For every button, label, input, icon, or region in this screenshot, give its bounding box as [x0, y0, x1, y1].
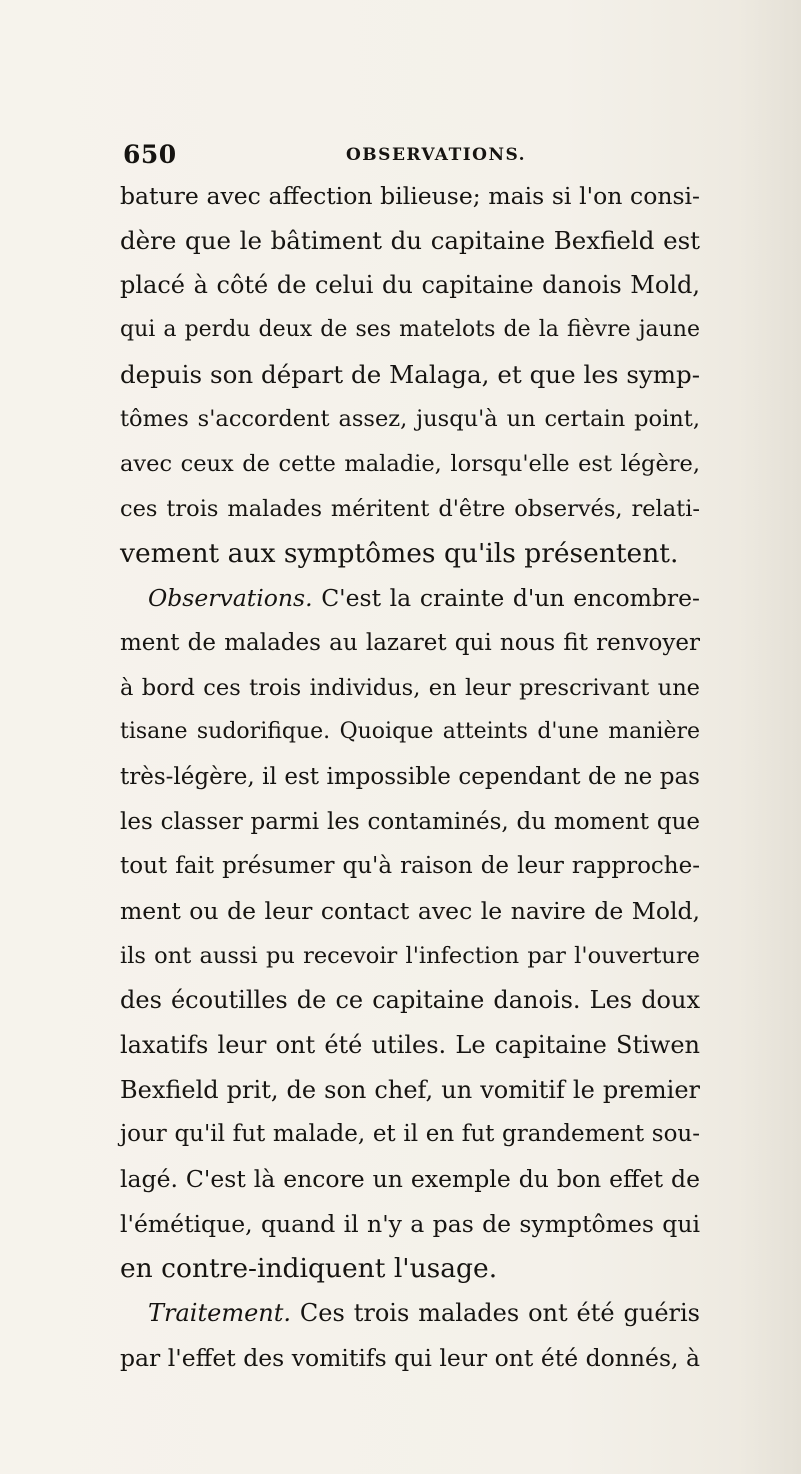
text-line: ment de malades au lazaret qui nous fit renvoyer	[120, 629, 700, 656]
text-line: laxatifs leur ont été utiles. Le capitaine Stiwen	[120, 1031, 700, 1060]
text-line: depuis son départ de Malaga, et que les symp-	[120, 359, 700, 389]
text-line: dère que le bâtiment du capitaine Bexfield est	[120, 225, 700, 255]
section-heading: Observations.	[148, 584, 313, 613]
section-heading-line: Observations. C'est la crainte d'un encombre-	[148, 584, 700, 613]
text-line: en contre-indiquent l'usage.	[120, 1252, 498, 1284]
text-line: ces trois malades méritent d'être observés, relati-	[120, 495, 700, 522]
section-heading-line: Traitement. Ces trois malades ont été guéris	[148, 1299, 700, 1328]
text-line: très-légère, il est impossible cependant de ne pas	[120, 763, 700, 790]
section-heading: Traitement.	[148, 1299, 292, 1328]
text-line: jour qu'il fut malade, et il en fut grandement sou-	[120, 1121, 700, 1148]
text-line: des écoutilles de ce capitaine danois. Les doux	[120, 986, 700, 1015]
text-line: Bexfield prit, de son chef, un vomitif le premier	[120, 1075, 700, 1104]
text-line: bature avec affection bilieuse; mais si l'on consi-	[120, 182, 700, 210]
text-line: tômes s'accordent assez, jusqu'à un certain point,	[120, 406, 700, 433]
text-line: lagé. C'est là encore un exemple du bon effet de	[120, 1165, 700, 1194]
text-line: l'émétique, quand il n'y a pas de symptômes qui	[120, 1209, 700, 1238]
text-line: à bord ces trois individus, en leur prescrivant une	[120, 674, 700, 701]
text-line: vement aux symptômes qu'ils présentent.	[120, 537, 679, 569]
text-line: par l'effet des vomitifs qui leur ont été donnés, à	[120, 1343, 700, 1372]
text-line: avec ceux de cette maladie, lorsqu'elle est légère,	[120, 451, 700, 478]
text-line: tout fait présumer qu'à raison de leur rapproche-	[120, 853, 700, 880]
page-header	[123, 140, 683, 170]
text-line: qui a perdu deux de ses matelots de la fièvre jaune	[120, 317, 700, 343]
text-line: placé à côté de celui du capitaine danois Mold,	[120, 271, 700, 300]
running-head: OBSERVATIONS.	[346, 145, 527, 165]
text-line: ment ou de leur contact avec le navire de Mold,	[120, 897, 700, 925]
body-text	[120, 174, 700, 1381]
text-line: tisane sudorifique. Quoique atteints d'une manière	[120, 719, 700, 745]
page-number: 650	[123, 140, 177, 169]
text-line: les classer parmi les contaminés, du moment que	[120, 808, 700, 835]
text-line: ils ont aussi pu recevoir l'infection par l'ouverture	[120, 942, 700, 969]
